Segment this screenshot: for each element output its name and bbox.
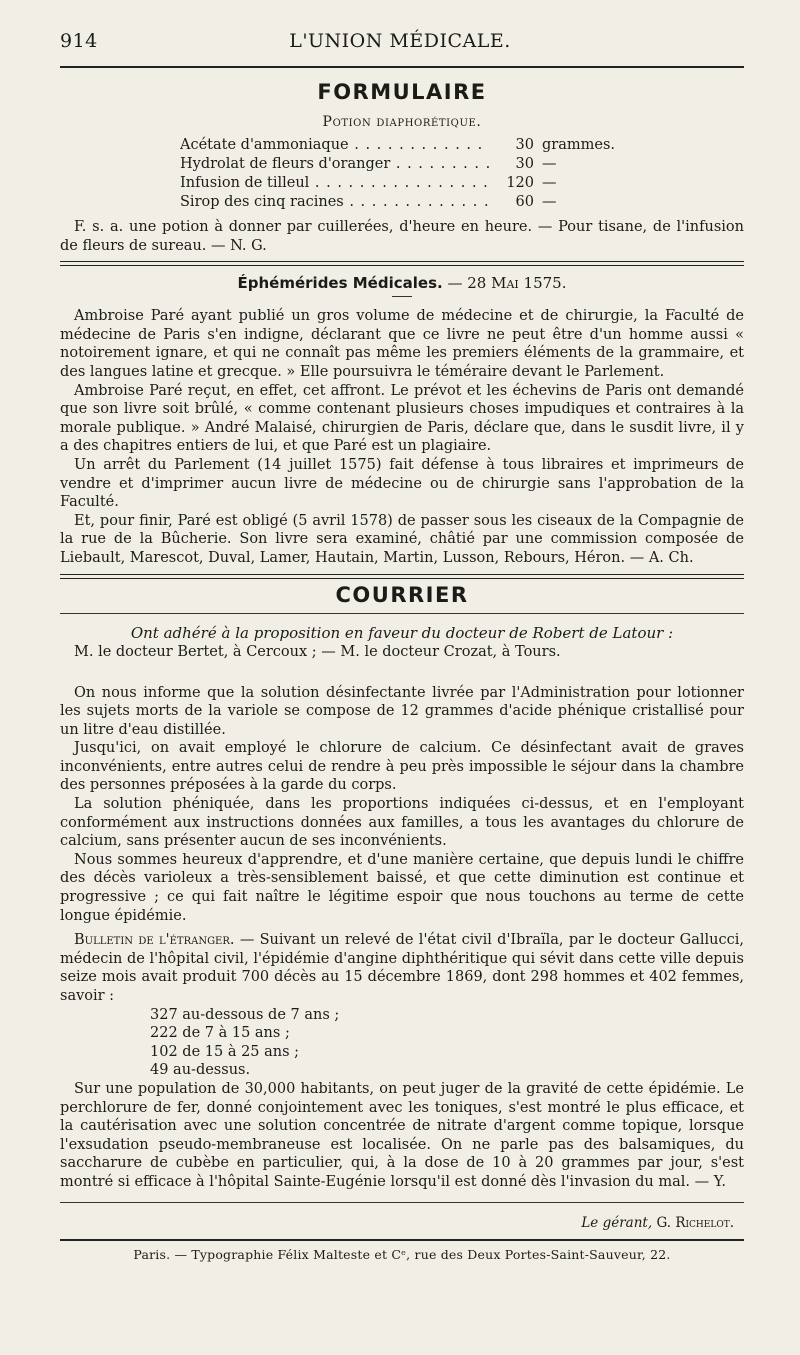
ingredient-row [180, 136, 680, 155]
bottom-rule [60, 1202, 744, 1203]
recipe-title: Potion diaphorétique. [322, 114, 482, 130]
ingredient-qty: 60 [515, 194, 534, 210]
signature [60, 1215, 734, 1231]
adhesion-line: Ont adhéré à la proposition en faveur du docteur de Robert de Latour : [130, 623, 674, 642]
ingredient-name: Sirop des cinq racines . . . [180, 193, 490, 212]
ingredient-row [180, 155, 680, 174]
age-statistics [150, 1006, 744, 1080]
page-header [60, 30, 744, 64]
footer-rule [60, 1239, 744, 1241]
ingredient-unit: — [542, 194, 557, 210]
ephemerides-paragraph: Ambroise Paré reçut, en effet, cet affront. Le prévot et les échevins de Paris ont demandé que son livre soit brûlé, « comme contenant plusieurs choses impudiques et contraires à la morale publique. » André Malaisé, chirurgien de Paris, déclare que, dans le susdit livre, il y a des chapitres entiers de lui, et que Paré est un plagiaire. [60, 382, 744, 455]
ephemerides-heading [60, 274, 744, 292]
ingredient-qty: 120 [506, 175, 534, 191]
ingredient-row [180, 174, 680, 193]
short-divider [392, 296, 412, 297]
header-rule [60, 66, 744, 68]
recipe-ingredients [180, 136, 680, 212]
bulletin-label: Bulletin de l'étranger. [74, 932, 235, 949]
section-divider [60, 574, 744, 579]
bulletin-paragraph [60, 931, 744, 1005]
section-divider [60, 261, 744, 266]
ephemerides-paragraph: Et, pour finir, Paré est obligé (5 avril 1578) de passer sous les ciseaux de la Compagnie de la rue de la Bûcherie. Son livre sera examiné, châtié par une commission composée de Liebault, Marescot, Duval, Lamer, Hautain, Martin, Lusson, Rebours, Héron. — A. Ch. [60, 512, 744, 566]
ingredient-unit: — [542, 156, 557, 172]
stat-line: 49 au-dessus. [150, 1062, 251, 1079]
formulaire-title: FORMULAIRE [317, 80, 487, 104]
recipe-instructions: F. s. a. une potion à donner par cuillerées, d'heure en heure. — Pour tisane, de l'infusion de fleurs de sureau. — N. G. [60, 219, 744, 254]
stat-line: 327 au-dessous de 7 ans ; [150, 1006, 340, 1023]
ephemerides-paragraph: Un arrêt du Parlement (14 juillet 1575) fait défense à tous libraires et imprimeurs de vendre et d'imprimer aucun livre de médecine ou de chirurgie sans l'approbation de la Faculté. [60, 456, 744, 511]
courrier-paragraph: Nous sommes heureux d'apprendre, et d'une manière certaine, que depuis lundi le chiffre des décès varioleux a très-sensiblement baissé, et que cette diminution est continue et progressive ; ce qui fait naître le légitime espoir que nous touchons au terme de cette longue épidémie. [60, 851, 744, 924]
journal-title: L'UNION MÉDICALE. [289, 30, 511, 52]
ingredient-name: Hydrolat de fleurs d'oranger . . . [180, 155, 490, 174]
ingredient-unit: — [542, 175, 557, 191]
signature-name: G. Richelot. [656, 1214, 734, 1231]
ingredient-name: Acétate d'ammoniaque . . . [180, 136, 490, 155]
courrier-rule [60, 613, 744, 614]
signature-label: Le gérant, [581, 1214, 653, 1231]
ephemerides-paragraph: Ambroise Paré ayant publié un gros volume de médecine et de chirurgie, la Faculté de médecine de Paris s'en indigne, déclarant que ce livre ne peut être d'un homme aussi « notoirement ignare, et qui ne connaît pas même les premiers éléments de la grammaire, et des langues latine et grecque. » Elle poursuivra le téméraire devant le Parlement. [60, 308, 744, 380]
ingredient-name: Infusion de tilleul . . . [180, 174, 490, 193]
ephemerides-date: — 28 Mai 1575. [447, 274, 567, 293]
courrier-paragraph: Jusqu'ici, on avait employé le chlorure de calcium. Ce désinfectant avait de graves inconvénients, entre autres celui de rendre à peu près impossible le séjour dans la chambre des personnes préposées à la garde du corps. [60, 740, 744, 794]
printer-imprint: Paris. — Typographie Félix Malteste et Cᵉ, rue des Deux Portes-Saint-Sauveur, 22. [133, 1246, 671, 1262]
ingredient-qty: 30 [515, 156, 534, 172]
conclusion-paragraph: Sur une population de 30,000 habitants, on peut juger de la gravité de cette épidémie. Le perchlorure de fer, donné conjointement avec les toniques, s'est montré le plus efficace, et la cautérisation avec une solution concentrée de nitrate d'argent comme topique, lorsque l'exsudation pseudo-membraneuse est localisée. On ne parle pas des balsamiques, du saccharure de cubèbe en particulier, qui, à la dose de 10 à 20 grammes par jour, s'est montré si efficace à l'hôpital Sainte-Eugénie lorsqu'il est donné dès l'invasion du mal. — Y. [60, 1080, 744, 1190]
courrier-paragraph: La solution phéniquée, dans les proportions indiquées ci-dessus, et en l'employant conformément aux instructions données aux familles, a tous les avantages du chlorure de calcium, sans présenter aucun de ses inconvénients. [60, 796, 744, 850]
ephemerides-title: Éphémérides Médicales. [237, 274, 443, 293]
ingredient-row [180, 193, 680, 212]
ingredient-qty: 30 [515, 137, 534, 153]
courrier-paragraph: On nous informe que la solution désinfectante livrée par l'Administration pour lotionner les sujets morts de la variole se compose de 12 grammes d'acide phénique cristallisé pour un litre d'eau distillée. [60, 684, 744, 738]
bulletin-text: — Suivant un relevé de l'état civil d'Ibraïla, par le docteur Gallucci, médecin de l'hôpital civil, l'épidémie d'angine diphthéritique qui sévit dans cette ville depuis seize mois avait produit 700 décès au 15 décembre 1869, dont 298 hommes et 402 femmes, savoir : [60, 932, 744, 1004]
stat-line: 102 de 15 à 25 ans ; [150, 1043, 300, 1060]
page-number: 914 [60, 30, 98, 52]
courrier-title: COURRIER [335, 582, 469, 607]
ingredient-unit: grammes. [542, 137, 615, 153]
adherent-members: M. le docteur Bertet, à Cercoux ; — M. le docteur Crozat, à Tours. [74, 643, 561, 660]
stat-line: 222 de 7 à 15 ans ; [150, 1025, 290, 1042]
